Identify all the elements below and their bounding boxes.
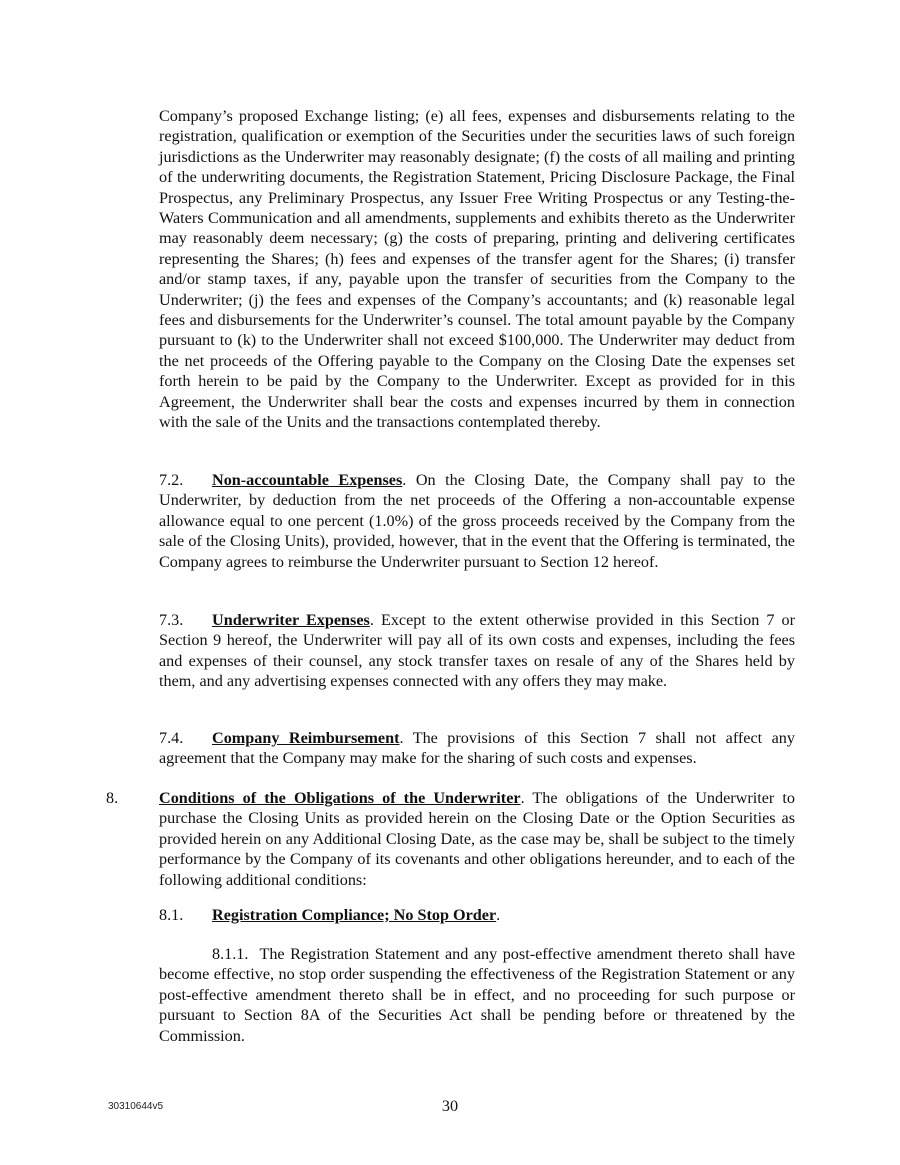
page-number: 30 [441,1097,459,1115]
section-heading: Company Reimbursement [212,729,400,747]
paragraph-7-1-continued: Company’s proposed Exchange listing; (e) all fees, expenses and disbursements relating to the registration, qualification or exemption of the Securities under the securities laws of such foreign jurisdictions as the Underwriter may reasonably designate; (f) the costs of all mailing and printing of the underwriting documents, the Registration Statement, Pricing Disclosure Package, the Final Prospectus, any Preliminary Prospectus, any Issuer Free Writing Prospectus or any Testing-the-Waters Communication and all amendments, supplements and exhibits thereto as the Underwriter may reasonably deem necessary; (g) the costs of preparing, printing and delivering certificates representing the Shares; (h) fees and expenses of the transfer agent for the Shares; (i) transfer and/or stamp taxes, if any, payable upon the transfer of securities from the Company to the Underwriter; (j) the fees and expenses of the Company’s accountants; and (k) reasonable legal fees and disbursements for the Underwriter’s counsel. The total amount payable by the Company pursuant to (k) to the Underwriter shall not exceed $100,000. The Underwriter may deduct from the net proceeds of the Offering payable to the Company on the Closing Date the expenses set forth herein to be paid by the Company to the Underwriter. Except as provided for in this Agreement, the Underwriter shall bear the costs and expenses incurred by them in connection with the sale of the Units and the transactions contemplated thereby. [159,107,795,432]
section-heading: Non-accountable Expenses [212,471,403,489]
section-7-4 [159,728,795,769]
section-7-3 [159,610,795,692]
section-8 [159,788,795,890]
section-number: 8.1. [159,906,184,924]
section-number: 7.4. [159,729,184,747]
section-number: 7.2. [159,471,184,489]
section-number: 8.1.1. [212,945,249,963]
section-body: . [496,906,501,924]
section-heading: Underwriter Expenses [212,611,370,629]
section-8-number: 8. [106,789,119,807]
section-8-1-1 [159,944,795,1046]
section-body: . The provisions of this Section 7 shall not affect any agreement that the Company may make for the sharing of such costs and expenses. [159,729,795,768]
section-body: . The obligations of the Underwriter to purchase the Closing Units as provided herein on the Closing Date or the Option Securities as provided herein on any Additional Closing Date, as the case may be, shall be subject to the timely performance by the Company of its covenants and other obligations hereunder, and to each of the following additional conditions: [159,789,795,889]
section-heading: Conditions of the Obligations of the Underwriter [159,789,521,807]
section-body: The Registration Statement and any post-effective amendment thereto shall have become effective, no stop order suspending the effectiveness of the Registration Statement or any post-effective amendment thereto shall be in effect, and no proceeding for such purpose or pursuant to Section 8A of the Securities Act shall be pending before or threatened by the Commission. [159,945,796,1045]
section-heading: Registration Compliance; No Stop Order [212,906,497,924]
section-8-1 [159,905,795,925]
section-body: . Except to the extent otherwise provided in this Section 7 or Section 9 hereof, the Underwriter will pay all of its own costs and expenses, including the fees and expenses of their counsel, any stock transfer taxes on resale of any of the Shares held by them, and any advertising expenses connected with any offers they may make. [159,611,795,691]
section-number: 7.3. [159,611,184,629]
section-body: . On the Closing Date, the Company shall pay to the Underwriter, by deduction from the net proceeds of the Offering a non-accountable expense allowance equal to one percent (1.0%) of the gross proceeds received by the Company from the sale of the Closing Units), provided, however, that in the event that the Offering is terminated, the Company agrees to reimburse the Underwriter pursuant to Section 12 hereof. [159,471,796,571]
document-id: 30310644v5 [108,1101,164,1112]
section-7-2 [159,470,795,572]
